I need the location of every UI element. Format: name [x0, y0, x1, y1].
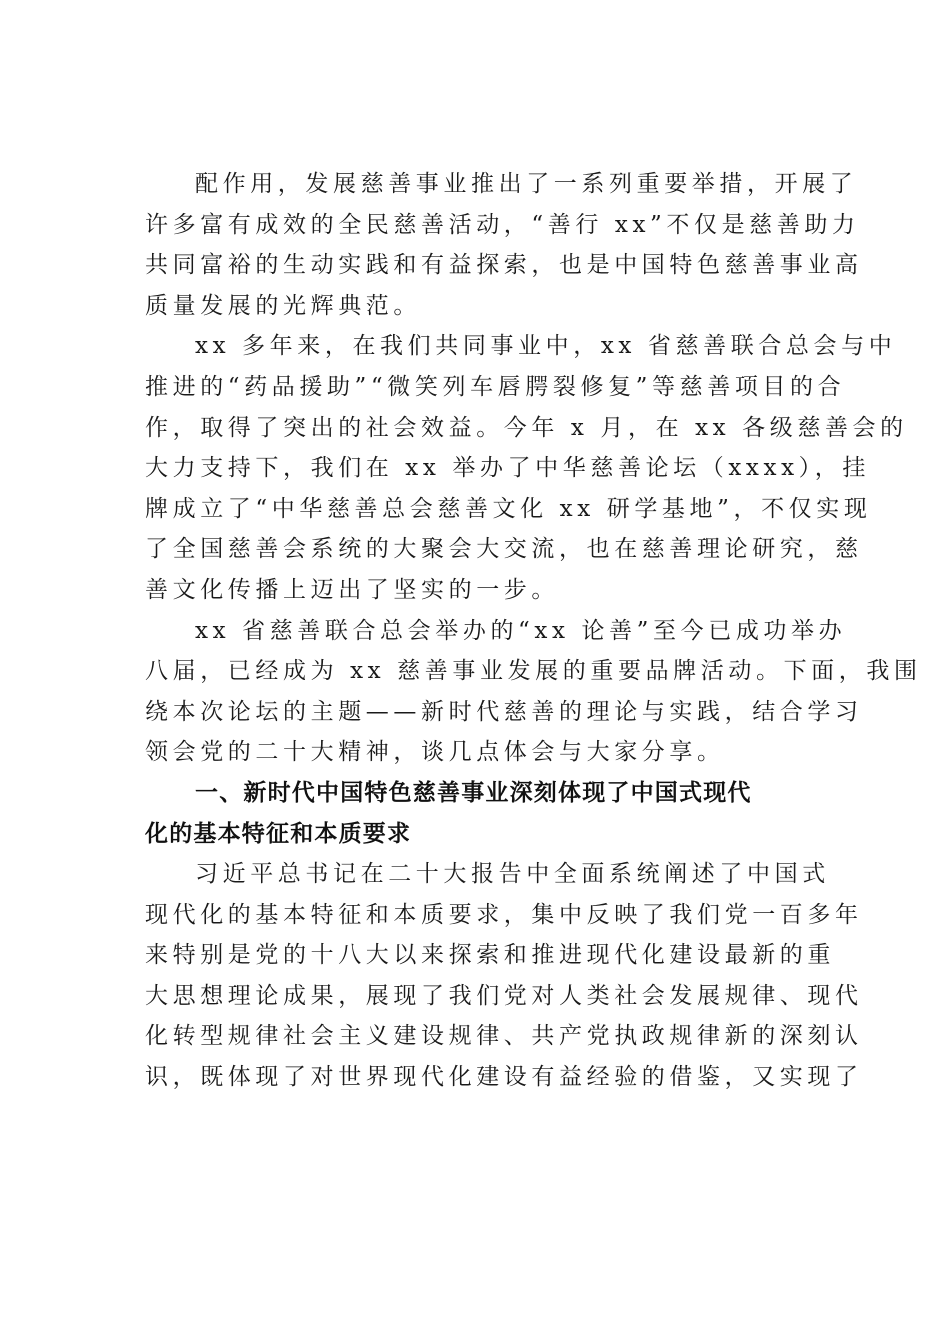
- paragraph-cooperation: [145, 326, 908, 610]
- paragraph-continuation: [145, 164, 863, 326]
- text-line: 化转型规律社会主义建设规律、共产党执政规律新的深刻认: [145, 1023, 863, 1050]
- text-line: xx 省慈善联合总会举办的“xx 论善”至今已成功举办: [195, 617, 847, 644]
- paragraph-forum: [145, 611, 922, 773]
- text-line: 识，既体现了对世界现代化建设有益经验的借鉴，又实现了: [145, 1064, 863, 1091]
- text-line: 领会党的二十大精神，谈几点体会与大家分享。: [145, 739, 725, 766]
- text-line: 来特别是党的十八大以来探索和推进现代化建设最新的重: [145, 942, 835, 969]
- text-line: 许多富有成效的全民慈善活动，“善行 xx”不仅是慈善助力: [145, 211, 860, 238]
- text-line: 现代化的基本特征和本质要求，集中反映了我们党一百多年: [145, 901, 863, 928]
- text-line: 大思想理论成果，展现了我们党对人类社会发展规律、现代: [145, 982, 863, 1009]
- text-line: 大力支持下，我们在 xx 举办了中华慈善论坛（xxxx），挂: [145, 455, 870, 482]
- heading-line: 一、新时代中国特色慈善事业深刻体现了中国式现代: [195, 779, 752, 806]
- text-line: 习近平总书记在二十大报告中全面系统阐述了中国式: [195, 861, 830, 888]
- heading-line: 化的基本特征和本质要求: [145, 820, 412, 847]
- text-line: 善文化传播上迈出了坚实的一步。: [145, 576, 559, 603]
- text-line: 共同富裕的生动实践和有益探索，也是中国特色慈善事业高: [145, 252, 863, 279]
- text-line: 推进的“药品援助”“微笑列车唇腭裂修复”等慈善项目的合: [145, 373, 846, 400]
- text-line: 牌成立了“中华慈善总会慈善文化 xx 研学基地”，不仅实现: [145, 495, 872, 522]
- text-line: xx 多年来，在我们共同事业中，xx 省慈善联合总会与中: [195, 333, 897, 360]
- text-line: 配作用，发展慈善事业推出了一系列重要举措，开展了: [195, 171, 858, 197]
- text-line: 八届，已经成为 xx 慈善事业发展的重要品牌活动。下面，我围: [145, 658, 922, 685]
- text-line: 质量发展的光辉典范。: [145, 292, 421, 319]
- section-heading: [145, 773, 807, 854]
- text-line: 作，取得了突出的社会效益。今年 x 月，在 xx 各级慈善会的: [145, 414, 908, 441]
- text-line: 绕本次论坛的主题——新时代慈善的理论与实践，结合学习: [145, 698, 863, 725]
- document-body: [145, 164, 922, 1098]
- paragraph-modernization: [145, 854, 863, 1098]
- text-line: 了全国慈善会系统的大聚会大交流，也在慈善理论研究，慈: [145, 536, 863, 563]
